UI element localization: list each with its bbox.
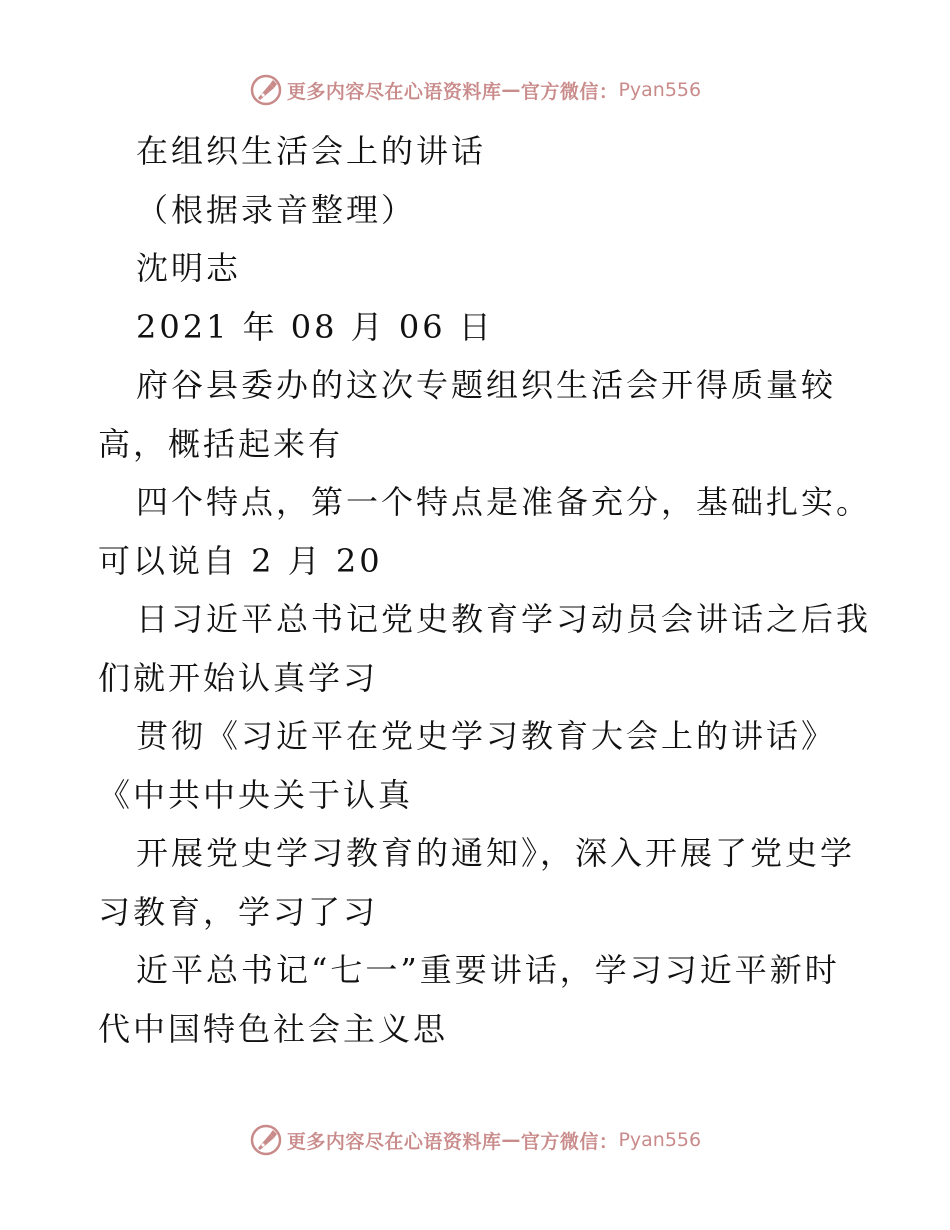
watermark-text: 更多内容尽在心语资料库 — [286, 80, 502, 103]
watermark-dash: — — [501, 1129, 521, 1151]
pen-nib-icon — [249, 73, 283, 107]
body-line: 习教育，学习了习 — [98, 892, 379, 931]
body-line: 可以说自 2 月 20 — [98, 541, 383, 580]
body-line: 《中共中央关于认真 — [98, 775, 414, 814]
document-subtitle: （根据录音整理） — [136, 190, 417, 229]
body-line: 日习近平总书记党史教育学习动员会讲话之后我 — [136, 600, 872, 638]
document-author: 沈明志 — [136, 249, 242, 287]
watermark-text: 更多内容尽在心语资料库 — [286, 1130, 502, 1153]
header-watermark — [0, 68, 950, 112]
body-line: 们就开始认真学习 — [98, 658, 379, 697]
watermark-dash: — — [501, 79, 521, 101]
body-line: 开展党史学习教育的通知》，深入开展了党史学 — [136, 834, 856, 872]
document-body — [98, 122, 872, 1058]
footer-watermark — [0, 1118, 950, 1162]
body-line: 近平总书记“七一”重要讲话，学习习近平新时 — [136, 951, 840, 989]
document-title: 在组织生活会上的讲话 — [136, 132, 487, 170]
document-date: 2021 年 08 月 06 日 — [136, 307, 494, 346]
watermark-wechat-id: Pyan556 — [618, 1129, 702, 1151]
body-line: 高，概括起来有 — [98, 424, 344, 463]
body-line: 代中国特色社会主义思 — [98, 1009, 449, 1048]
pen-nib-icon — [249, 1123, 283, 1157]
body-line: 贯彻《习近平在党史学习教育大会上的讲话》 — [136, 717, 837, 755]
watermark-wechat-id: Pyan556 — [618, 79, 702, 101]
watermark-wechat-label: 官方微信： — [520, 1130, 619, 1153]
body-line: 府谷县委办的这次专题组织生活会开得质量较 — [136, 366, 837, 404]
body-line: 四个特点，第一个特点是准备充分，基础扎实。 — [136, 483, 872, 521]
watermark-wechat-label: 官方微信： — [520, 80, 619, 103]
